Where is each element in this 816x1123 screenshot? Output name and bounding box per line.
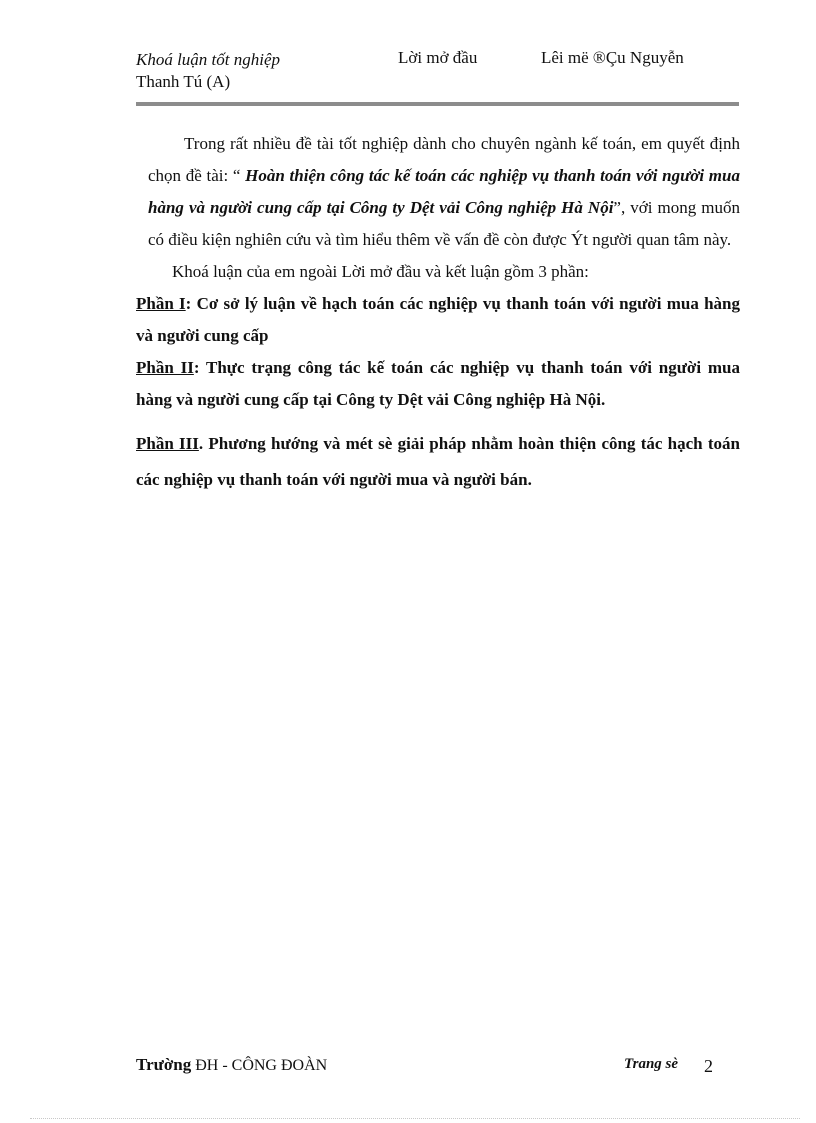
- page-footer: [136, 1053, 716, 1083]
- footer-school-rest: ĐH - CÔNG ĐOÀN: [191, 1057, 328, 1074]
- part-2-label: Phần II: [136, 358, 194, 377]
- footer-school-bold: Trường: [136, 1055, 192, 1074]
- part-3-text: . Phương hướng và mét sè giải pháp nhằm hoàn thiện công tác hạch toán các nghiệp vụ thanh toán với người mua và người bán.: [136, 434, 740, 489]
- intro-paragraph: [136, 128, 740, 256]
- bottom-dotted-line: [30, 1118, 800, 1119]
- header-author-line2: Thanh Tú (A): [136, 72, 231, 91]
- page-header: [136, 48, 740, 91]
- page-body: [136, 128, 740, 498]
- part-2: [136, 352, 740, 416]
- header-author-text: Lêi më ®Çu Nguyễn: [541, 48, 684, 67]
- part-1-label: Phần I: [136, 294, 186, 313]
- part-3-label: Phần III: [136, 434, 199, 453]
- header-rule: [136, 102, 739, 106]
- footer-page-label: Trang sè: [624, 1056, 679, 1072]
- intro-start: Trong rất nhiều đề tài tốt nghiệp dành cho chuyên ngành kế toán, em quyết định chọn đề tài: “: [148, 134, 740, 185]
- structure-paragraph: Khoá luận của em ngoài Lời mở đầu và kết luận gồm 3 phần:: [172, 262, 589, 281]
- header-thesis-label: Khoá luận tốt nghiệp: [136, 50, 281, 69]
- footer-page-number: 2: [704, 1056, 713, 1076]
- part-1: [136, 288, 740, 352]
- thesis-topic: Hoàn thiện công tác kế toán các nghiệp vụ thanh toán với người mua hàng và người cung cấp tại Công ty Dệt vải Công nghiệp Hà Nội: [148, 166, 740, 217]
- intro-end: ”, với mong muốn có điều kiện nghiên cứu và tìm hiểu thêm về vấn đề còn được Ýt người quan tâm này.: [148, 198, 740, 249]
- part-1-text: : Cơ sở lý luận về hạch toán các nghiệp vụ thanh toán với người mua hàng và người cung cấp: [136, 294, 740, 345]
- footer-school: [136, 1055, 327, 1075]
- header-section-title: Lời mở đầu: [398, 48, 478, 67]
- part-2-text: : Thực trạng công tác kế toán các nghiệp vụ thanh toán với người mua hàng và người cung cấp tại Công ty Dệt vải Công nghiệp Hà Nội.: [136, 358, 740, 409]
- part-3: [136, 426, 740, 498]
